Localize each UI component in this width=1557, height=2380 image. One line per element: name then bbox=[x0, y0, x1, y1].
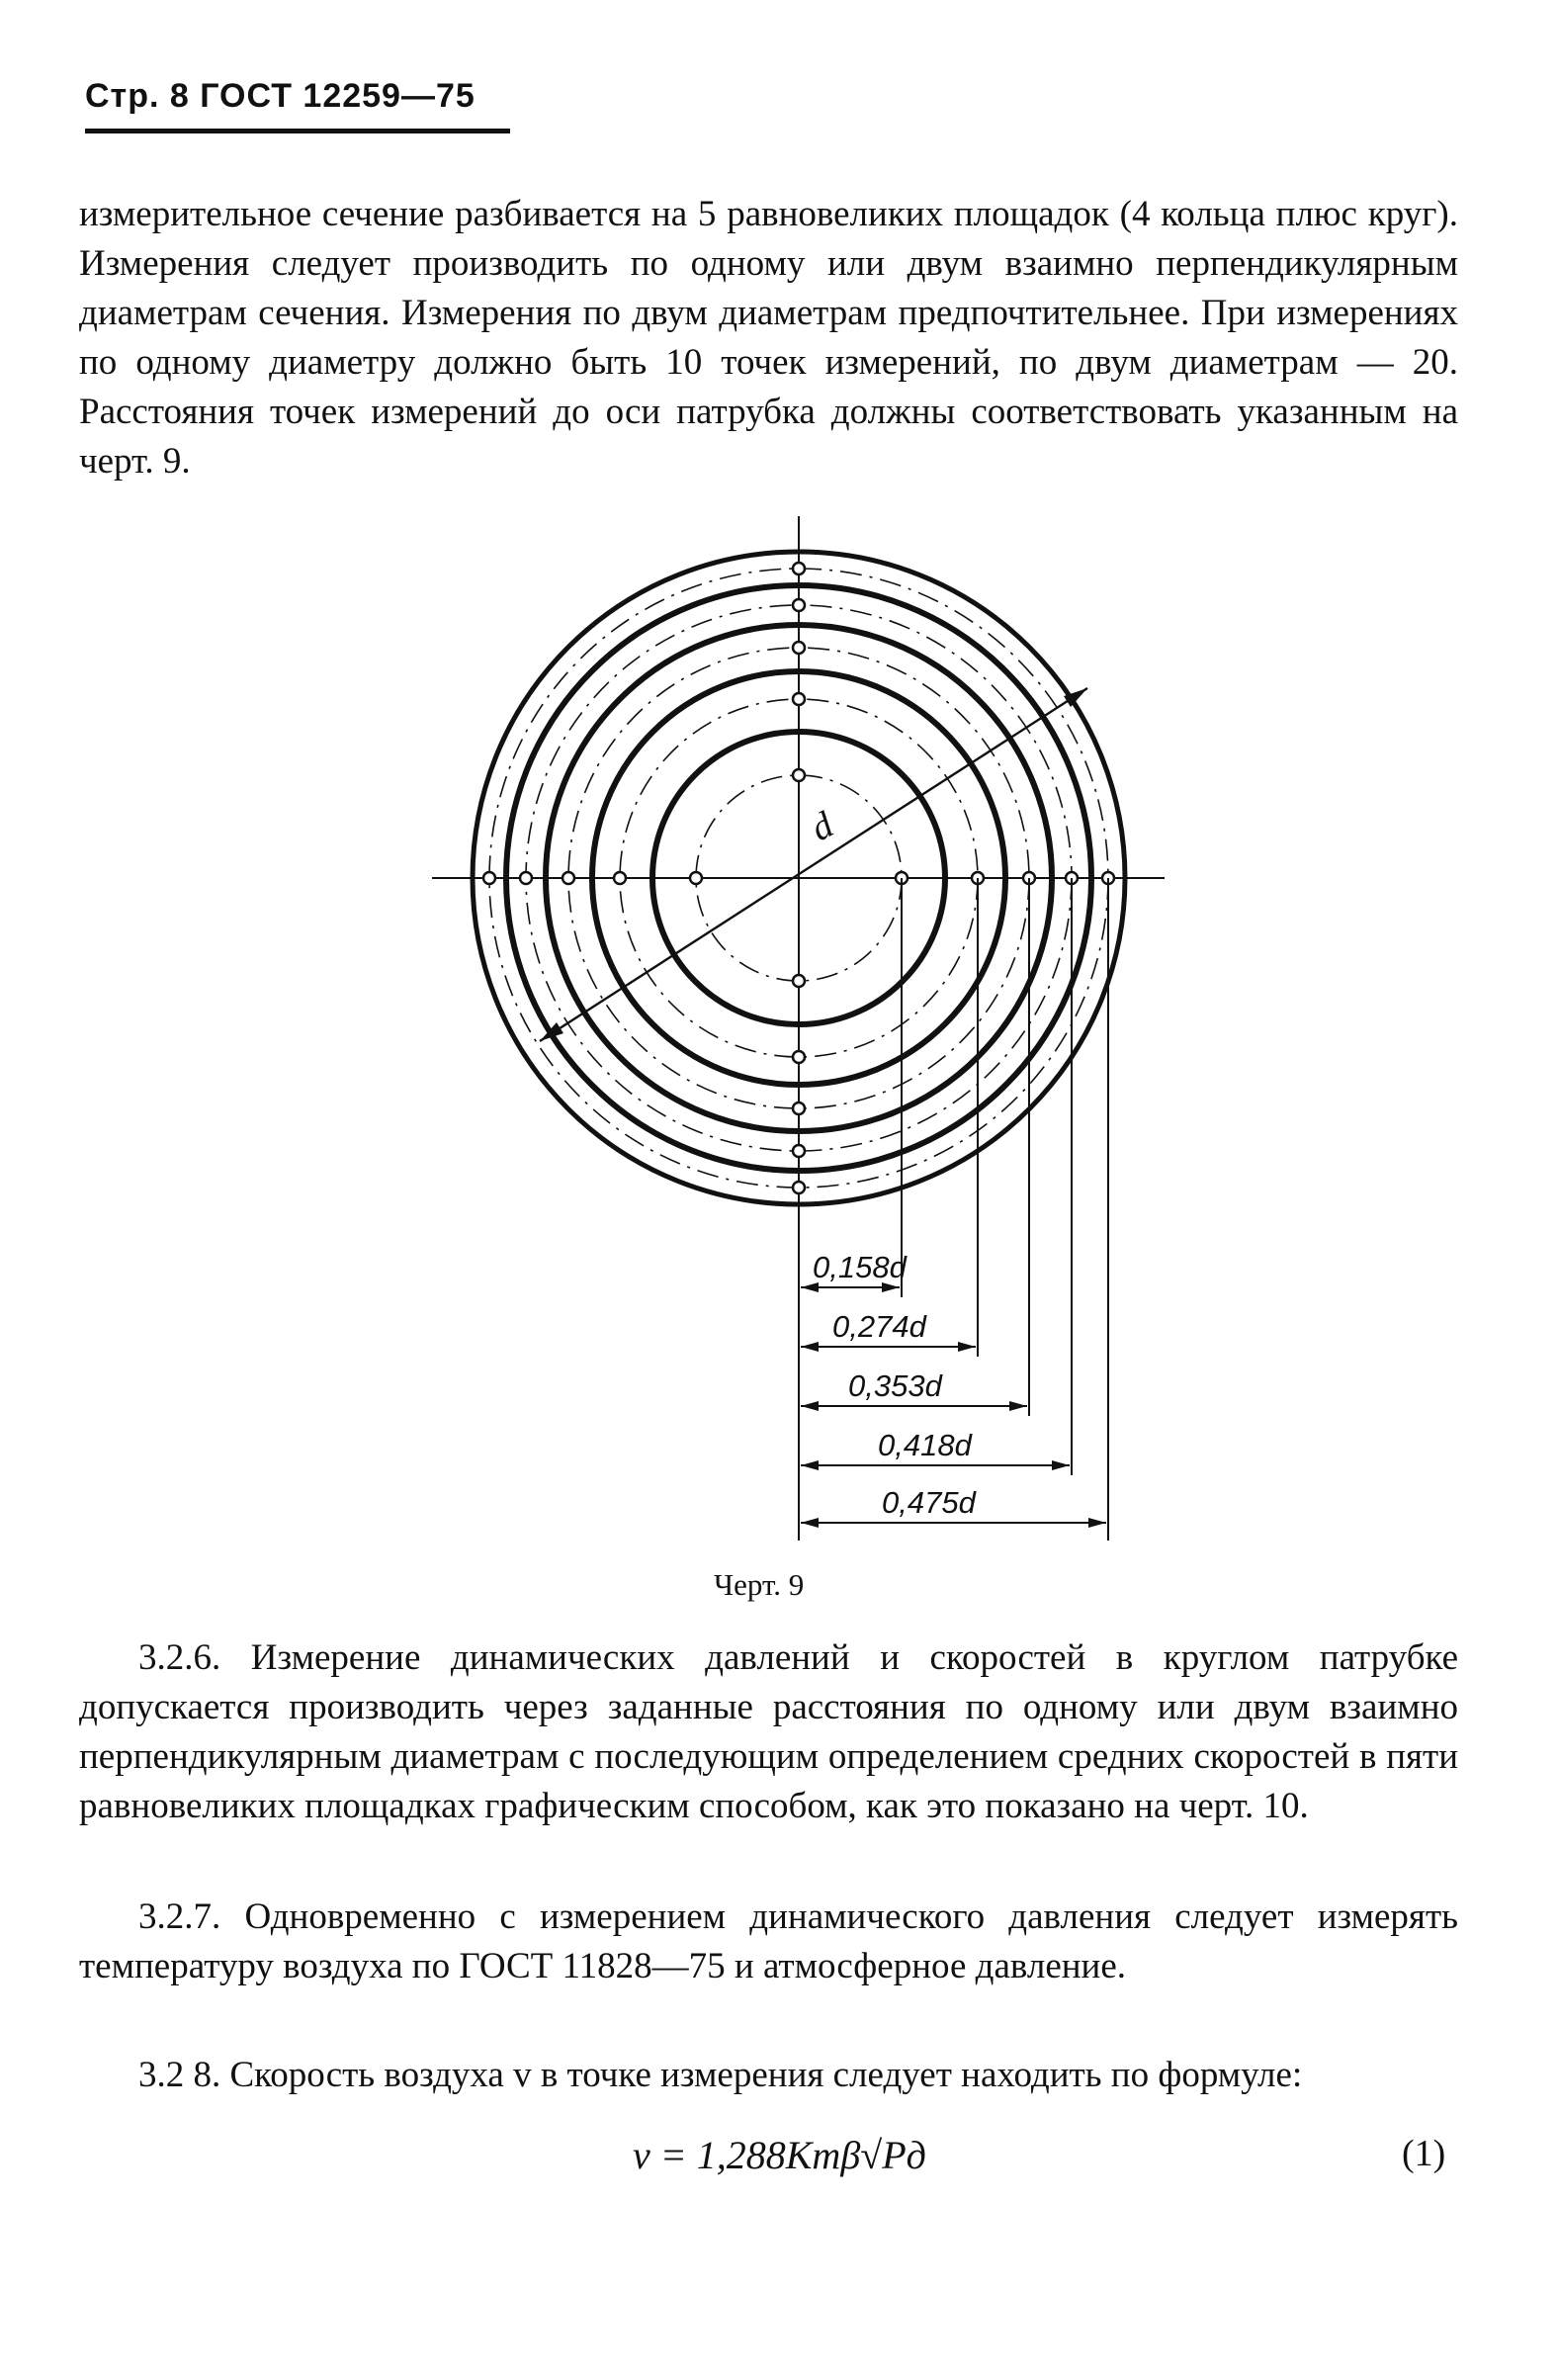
formula-number: (1) bbox=[1402, 2133, 1446, 2174]
measurement-point bbox=[793, 642, 805, 654]
measurement-point bbox=[690, 872, 702, 884]
section-3-2-8: 3.2 8. Скорость воздуха v в точке измерения следует находить по формуле: bbox=[138, 2055, 1303, 2095]
measurement-point bbox=[520, 872, 532, 884]
figure-caption: Черт. 9 bbox=[714, 1567, 805, 1602]
measurement-point bbox=[483, 872, 495, 884]
measurement-point bbox=[793, 1145, 805, 1157]
page-header: Стр. 8 ГОСТ 12259—75 bbox=[85, 77, 476, 115]
formula: v = 1,288Kтβ√Pд bbox=[633, 2133, 926, 2177]
measurement-point bbox=[614, 872, 626, 884]
dim-label-2: 0,274d bbox=[832, 1309, 926, 1344]
measurement-point bbox=[793, 1182, 805, 1193]
intro-paragraph: измерительное сечение разбивается на 5 равновеликих площадок (4 кольца плюс круг). Измерения следует производить по одному или двум взаимно перпендикулярным диаметрам сечения. Измерения по двум диаметрам предпочтительнее. При измерениях по одному диаметру должно быть 10 точек измерений, по двум диаметрам — 20. Расстояния точек измерений до оси патрубка должны соответствовать указанным на черт. 9. bbox=[79, 194, 1458, 482]
diameter-label: d bbox=[804, 804, 840, 850]
measurement-point bbox=[793, 599, 805, 611]
measurement-point bbox=[793, 975, 805, 987]
measurement-point bbox=[562, 872, 574, 884]
dim-label-3: 0,353d bbox=[848, 1368, 942, 1403]
dim-label-4: 0,418d bbox=[878, 1428, 972, 1462]
dim-label-5: 0,475d bbox=[882, 1485, 976, 1520]
measurement-point bbox=[793, 563, 805, 574]
measurement-point bbox=[793, 769, 805, 781]
section-3-2-7: 3.2.7. Одновременно с измерением динамического давления следует измерять температуру воздуха по ГОСТ 11828—75 и атмосферное давление. bbox=[79, 1896, 1458, 1986]
measurement-point bbox=[793, 1102, 805, 1114]
measurement-point bbox=[793, 693, 805, 705]
measurement-point bbox=[793, 1051, 805, 1063]
section-3-2-6: 3.2.6. Измерение динамических давлений и скоростей в круглом патрубке допускается производить через заданные расстояния по одному или двум взаимно перпендикулярным диаметрам с последующим определением средних скоростей в пяти равновеликих площадках графическим способом, как это показано на черт. 10. bbox=[79, 1637, 1458, 1826]
dim-label-1: 0,158d bbox=[813, 1250, 907, 1284]
